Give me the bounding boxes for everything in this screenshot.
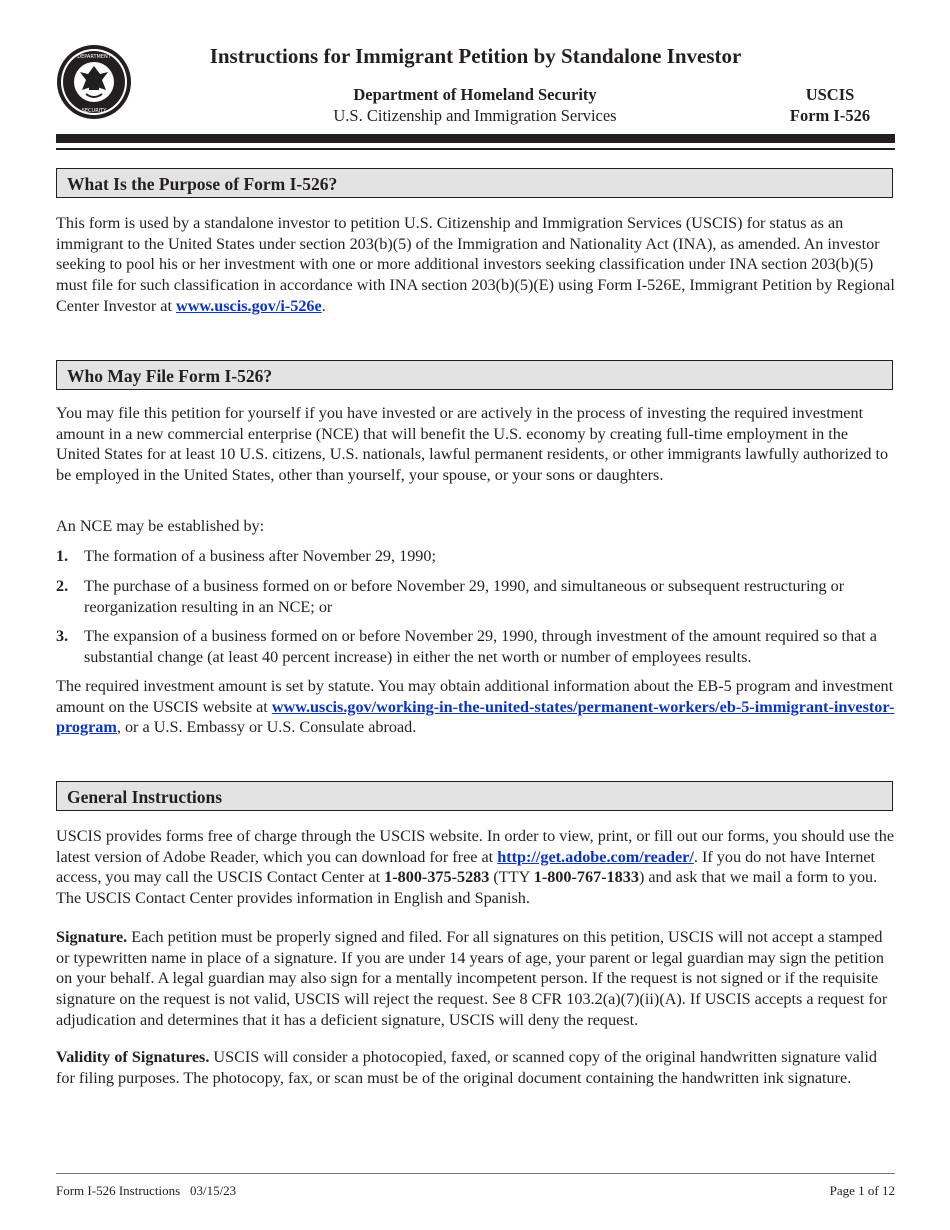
who-paragraph: You may file this petition for yourself if you have invested or are actively in the process of investing the required investment amount in a new commercial enterprise (NCE) that will benefit the U.S. economy by creating full-time employment in the United States for at least 10 U.S. citizens, U.S. nationals, lawful permanent residents, or other immigrants lawfully authorized to be employed in the United States, other than yourself, your spouse, or your sons or daughters. [56,404,889,485]
svg-text:SECURITY: SECURITY [81,108,107,114]
list-item: 1. The formation of a business after November 29, 1990; [56,547,436,565]
page-title: Instructions for Immigrant Petition by Standalone Investor [209,44,742,68]
agency-full-name: U.S. Citizenship and Immigration Services [333,106,617,125]
i-526e-link[interactable]: www.uscis.gov/i-526e [176,296,322,315]
section-heading-general: General Instructions [56,781,893,811]
nce-intro: An NCE may be established by: [56,517,265,535]
list-item: 2. The purchase of a business formed on or before November 29, 1990, and simultaneous or subsequent restructuring or reorganization resulting in an NCE; or [56,577,845,616]
list-item: 3. The expansion of a business formed on or before November 29, 1990, through investment of the amount required so that a substantial change (at least 40 percent increase) in either the net worth or number of employees results. [56,627,877,666]
footer-form-info: Form I-526 Instructions 03/15/23 [56,1183,237,1198]
statute-paragraph: The required investment amount is set by statute. You may obtain additional information about the EB-5 program and investment amount on the USCIS website at www.uscis.gov/working-in-the-united-states/permanent-workers/eb-5-immigrant-investor-program, or a U.S. Embassy or U.S. Consulate abroad. [56,677,895,737]
form-identifier [771,84,889,126]
footer-rule [56,1173,895,1174]
svg-text:DEPARTMENT: DEPARTMENT [77,54,111,60]
tty-phone: 1-800-767-1833 [533,868,639,887]
eb5-program-link[interactable]: www.uscis.gov/working-in-the-united-states/permanent-workers/eb-5-immigrant-investor-program [56,697,895,737]
section-heading-who: Who May File Form I-526? [56,360,893,390]
adobe-reader-link[interactable]: http://get.adobe.com/reader/ [497,847,694,866]
purpose-paragraph: This form is used by a standalone investor to petition U.S. Citizenship and Immigration Services (USCIS) for status as an immigrant to the United States under section 203(b)(5) of the Immigration and Nationality Act (INA), as amended. An investor seeking to pool his or her investment with one or more additional investors seeking classification under INA section 203(b)(5) must file for such classification in accordance with INA section 203(b)(5)(E) using Form I-526E, Immigrant Petition by Regional Center Investor at www.uscis.gov/i-526e. [56,214,895,315]
validity-label: Validity of Signatures. [56,1048,210,1066]
form-number: Form I-526 [789,106,871,125]
department-block [275,84,675,126]
header-rule-thick [56,134,895,143]
footer-page-number: Page 1 of 12 [829,1183,895,1198]
section-heading-purpose: What Is the Purpose of Form I-526? [56,168,893,198]
agency-abbrev: USCIS [805,85,855,104]
department-name: Department of Homeland Security [353,85,597,104]
general-paragraph: USCIS provides forms free of charge through the USCIS website. In order to view, print, or fill out our forms, you should use the latest version of Adobe Reader, which you can download for free at http://get.adobe.com/reader/. If you do not have Internet access, you may call the USCIS Contact Center at 1-800-375-5283 (TTY 1-800-767-1833) and ask that we mail a form to you. The USCIS Contact Center provides information in English and Spanish. [56,827,895,908]
signature-paragraph: Signature. Each petition must be properly signed and filed. For all signatures on this petition, USCIS will not accept a stamped or typewritten name in place of a signature. If you are under 14 years of age, your parent or legal guardian may sign the petition on your behalf. A legal guardian may also sign for a mentally incompetent person. If the request is not signed or if the requisite signature on the request is not valid, USCIS will reject the request. See 8 CFR 103.2(a)(7)(ii)(A). If USCIS accepts a request for adjudication and determines that it has a deficient signature, USCIS will deny the request. [56,928,888,1029]
contact-phone: 1-800-375-5283 [384,868,490,887]
header-rule-thin [56,148,895,150]
validity-paragraph: Validity of Signatures. USCIS will consider a photocopied, faxed, or scanned copy of the original handwritten signature valid for filing purposes. The photocopy, fax, or scan must be of the original document containing the handwritten ink signature. [56,1048,877,1087]
signature-label: Signature. [56,928,128,946]
